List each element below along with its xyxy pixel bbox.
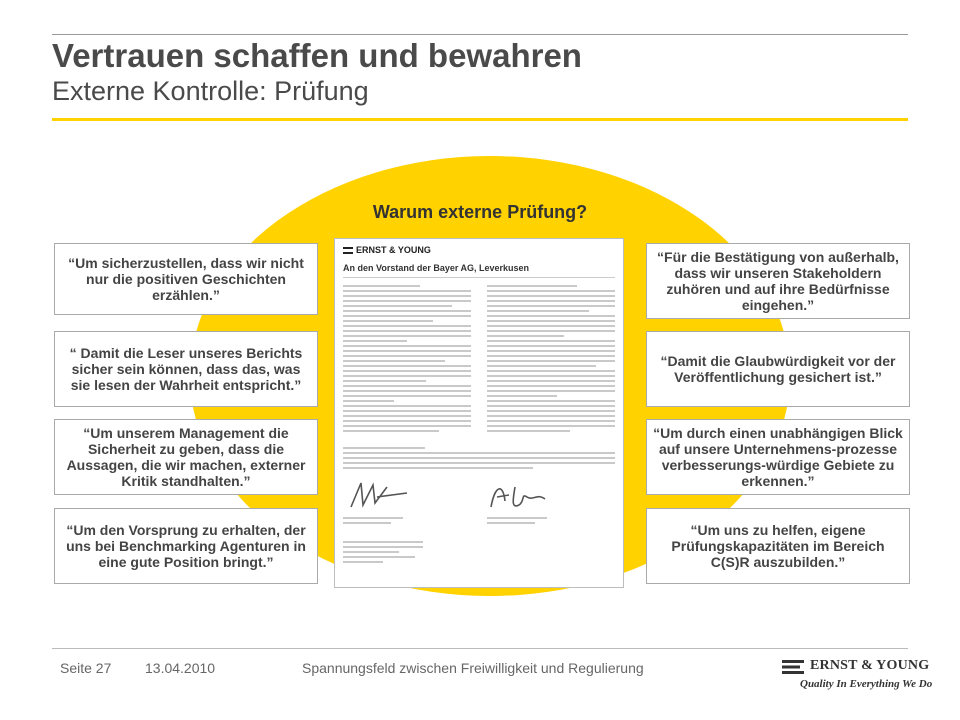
reason-box-right-2: “Damit die Glaubwürdigkeit vor der Veröffentlichung gesichert ist.” [646,331,910,407]
central-question: Warum externe Prüfung? [372,202,588,222]
doc-address-block [343,541,423,563]
doc-heading: An den Vorstand der Bayer AG, Leverkusen [343,263,530,273]
reason-box-right-3: “Um durch einen unabhängigen Blick auf unsere Unternehmens-prozesse verbesserungs-würdige Gebiete zu erkennen.” [646,419,910,495]
reason-box-left-3: “Um unserem Management die Sicherheit zu geben, dass die Aussagen, die wir machen, externer Kritik standhalten.” [54,419,318,495]
ey-bars-icon [343,247,353,254]
doc-signature-caption-right [487,517,547,524]
ey-brand-name: ERNST & YOUNG [810,658,930,673]
doc-signature-caption-left [343,517,403,524]
ey-tagline: Quality In Everything We Do [800,678,933,690]
page-title: Vertrauen schaffen und bewahren [52,37,582,74]
reason-box-left-1: “Um sicherzustellen, dass wir nicht nur die positiven Geschichten erzählen.” [54,243,318,315]
signature-left-icon [347,479,417,513]
doc-text-column-left [343,285,471,432]
reason-box-right-1: “Für die Bestätigung von außerhalb, dass wir unseren Stakeholdern zuhören und auf ihre Bedürfnisse eingehen.” [646,243,910,319]
ernst-young-logo [782,658,933,698]
reason-box-right-4: “Um uns zu helfen, eigene Prüfungskapazitäten im Bereich C(S)R auszubilden.” [646,508,910,584]
top-divider [52,34,908,35]
page-subtitle: Externe Kontrolle: Prüfung [52,76,369,106]
footer-page-number: Seite 27 [60,660,112,676]
footer-topic: Spannungsfeld zwischen Freiwilligkeit und Regulierung [302,660,644,676]
doc-text-column-right [487,285,615,432]
footer-divider [52,648,908,649]
signature-right-icon [485,479,555,513]
doc-logo [343,245,431,255]
title-underline [52,118,908,121]
footer-date: 13.04.2010 [145,660,216,676]
doc-logo-text: ERNST & YOUNG [356,245,431,255]
audit-report-thumbnail [334,238,624,588]
reason-box-left-4: “Um den Vorsprung zu erhalten, der uns bei Benchmarking Agenturen in eine gute Position bringt.” [54,508,318,584]
doc-text-full-width [343,447,615,469]
doc-divider [343,277,615,278]
ey-bars-logo-icon [782,660,804,674]
reason-box-left-2: “ Damit die Leser unseres Berichts sicher sein können, dass das, was sie lesen der Wahrheit entspricht.” [54,331,318,407]
